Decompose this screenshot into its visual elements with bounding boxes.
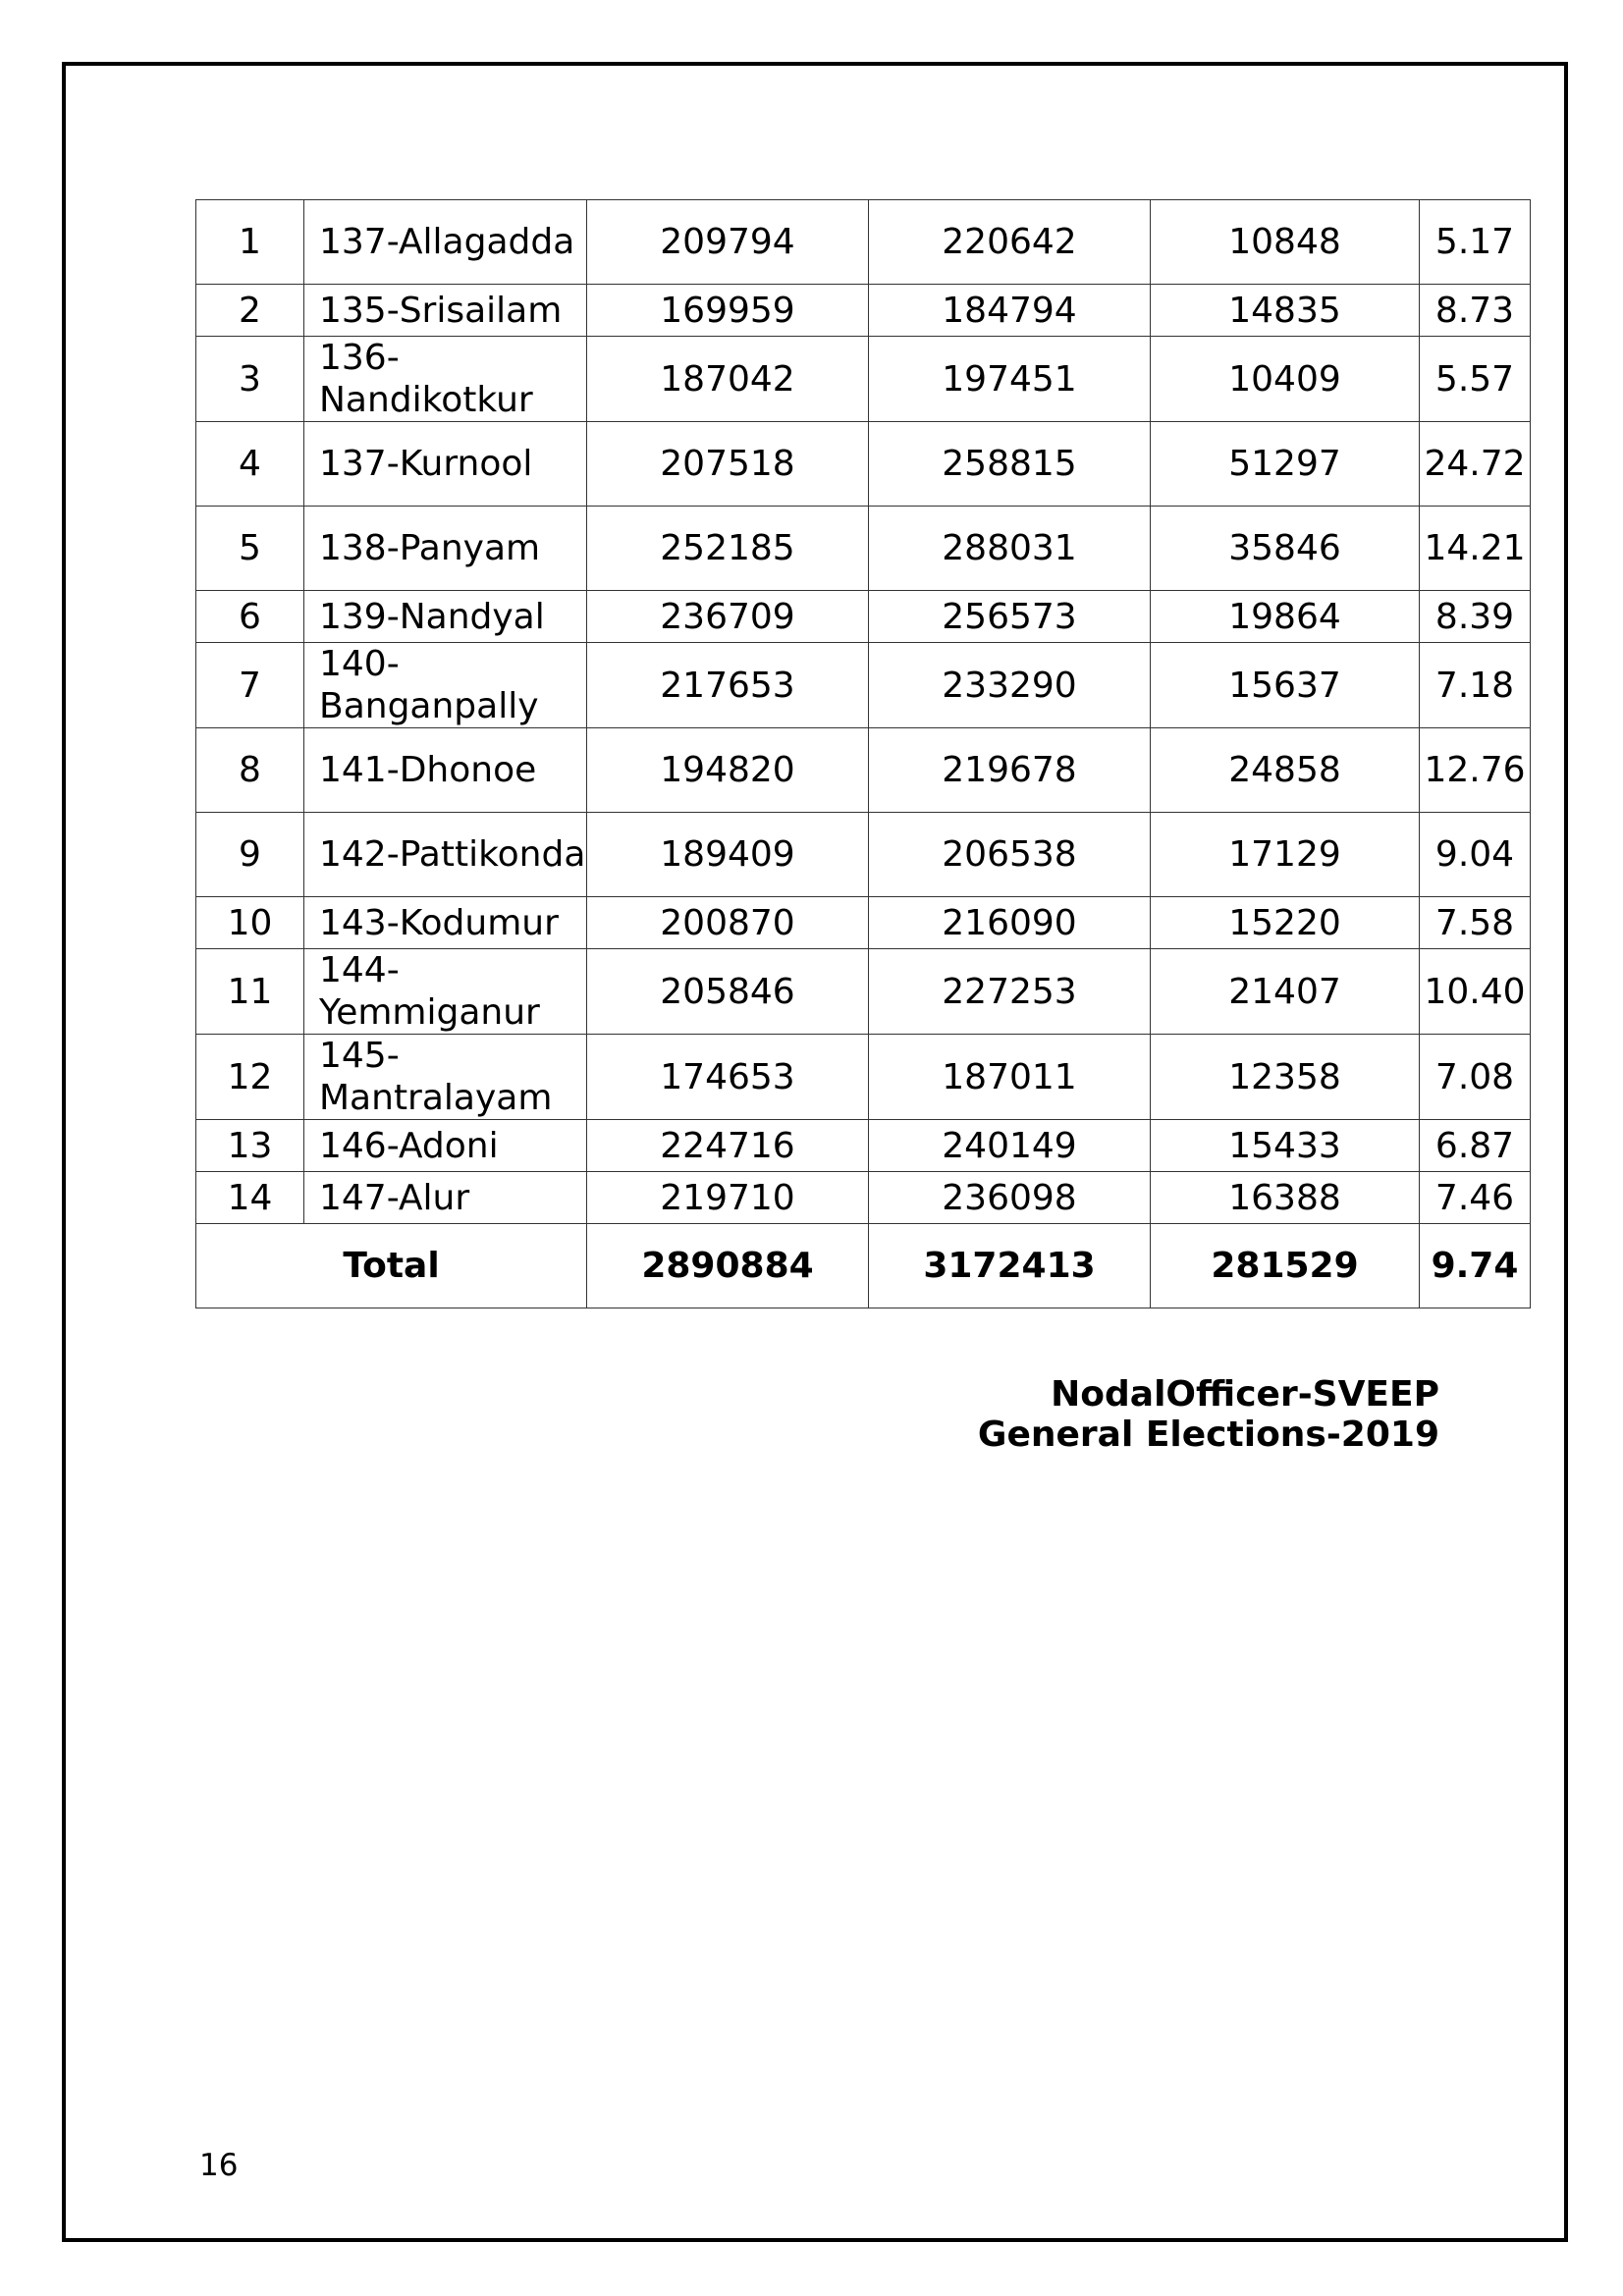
value-col-2: 288031 <box>869 507 1151 591</box>
value-col-2: 227253 <box>869 949 1151 1035</box>
table-row <box>196 1035 1531 1120</box>
table-row <box>196 643 1531 728</box>
serial-number: 3 <box>196 337 304 422</box>
serial-number: 6 <box>196 591 304 643</box>
constituency-name: 138-​Panyam <box>304 507 587 591</box>
value-col-2: 258815 <box>869 422 1151 507</box>
percentage: 5.17 <box>1420 200 1531 285</box>
serial-number: 4 <box>196 422 304 507</box>
value-col-2: 236098 <box>869 1172 1151 1224</box>
value-col-2: 184794 <box>869 285 1151 337</box>
table-row <box>196 422 1531 507</box>
table-row <box>196 1172 1531 1224</box>
value-col-3: 17129 <box>1151 813 1420 897</box>
percentage: 8.39 <box>1420 591 1531 643</box>
constituency-name: 136-​Nandikotkur <box>304 337 587 422</box>
value-col-1: 169959 <box>587 285 869 337</box>
constituency-name: 137-​Allagadda <box>304 200 587 285</box>
value-col-3: 15433 <box>1151 1120 1420 1172</box>
voters-table <box>195 199 1531 1308</box>
value-col-1: 189409 <box>587 813 869 897</box>
percentage: 7.08 <box>1420 1035 1531 1120</box>
table-row <box>196 897 1531 949</box>
constituency-name: 141-​Dhonoe <box>304 728 587 813</box>
percentage: 6.87 <box>1420 1120 1531 1172</box>
value-col-1: 217653 <box>587 643 869 728</box>
value-col-1: 174653 <box>587 1035 869 1120</box>
serial-number: 7 <box>196 643 304 728</box>
value-col-2: 187011 <box>869 1035 1151 1120</box>
serial-number: 12 <box>196 1035 304 1120</box>
table-row <box>196 337 1531 422</box>
signature-line-2: General Elections-2019 <box>977 1415 1439 1455</box>
percentage: 10.40 <box>1420 949 1531 1035</box>
value-col-1: 224716 <box>587 1120 869 1172</box>
table-row <box>196 1120 1531 1172</box>
table-row <box>196 591 1531 643</box>
value-col-1: 252185 <box>587 507 869 591</box>
serial-number: 11 <box>196 949 304 1035</box>
value-col-2: 240149 <box>869 1120 1151 1172</box>
table-row <box>196 200 1531 285</box>
value-col-2: 220642 <box>869 200 1151 285</box>
value-col-1: 236709 <box>587 591 869 643</box>
serial-number: 5 <box>196 507 304 591</box>
constituency-name: 140-​Banganpally <box>304 643 587 728</box>
page-number: 16 <box>199 2148 239 2183</box>
signature-line-1: NodalOfficer-SVEEP <box>1051 1374 1439 1415</box>
constituency-name: 137-​Kurnool <box>304 422 587 507</box>
percentage: 7.46 <box>1420 1172 1531 1224</box>
total-value-col-2: 3172413 <box>869 1224 1151 1308</box>
value-col-2: 197451 <box>869 337 1151 422</box>
value-col-3: 10409 <box>1151 337 1420 422</box>
serial-number: 8 <box>196 728 304 813</box>
constituency-name: 143-​Kodumur <box>304 897 587 949</box>
signature-block <box>884 1374 1439 1455</box>
total-label: Total <box>196 1224 587 1308</box>
constituency-name: 139-​Nandyal <box>304 591 587 643</box>
value-col-3: 21407 <box>1151 949 1420 1035</box>
percentage: 14.21 <box>1420 507 1531 591</box>
table-row <box>196 507 1531 591</box>
constituency-name: 146-​Adoni <box>304 1120 587 1172</box>
value-col-1: 187042 <box>587 337 869 422</box>
serial-number: 14 <box>196 1172 304 1224</box>
value-col-3: 14835 <box>1151 285 1420 337</box>
value-col-2: 256573 <box>869 591 1151 643</box>
total-percentage: 9.74 <box>1420 1224 1531 1308</box>
value-col-3: 35846 <box>1151 507 1420 591</box>
constituency-name: 147-​Alur <box>304 1172 587 1224</box>
value-col-3: 15220 <box>1151 897 1420 949</box>
value-col-3: 24858 <box>1151 728 1420 813</box>
total-row <box>196 1224 1531 1308</box>
value-col-2: 206538 <box>869 813 1151 897</box>
constituency-name: 142-​Pattikonda <box>304 813 587 897</box>
total-value-col-1: 2890884 <box>587 1224 869 1308</box>
serial-number: 2 <box>196 285 304 337</box>
percentage: 24.72 <box>1420 422 1531 507</box>
value-col-3: 19864 <box>1151 591 1420 643</box>
value-col-1: 194820 <box>587 728 869 813</box>
serial-number: 9 <box>196 813 304 897</box>
value-col-2: 233290 <box>869 643 1151 728</box>
percentage: 5.57 <box>1420 337 1531 422</box>
serial-number: 13 <box>196 1120 304 1172</box>
table-row <box>196 813 1531 897</box>
value-col-1: 219710 <box>587 1172 869 1224</box>
percentage: 9.04 <box>1420 813 1531 897</box>
value-col-3: 16388 <box>1151 1172 1420 1224</box>
value-col-2: 216090 <box>869 897 1151 949</box>
value-col-3: 51297 <box>1151 422 1420 507</box>
constituency-name: 144-​Yemmiganur <box>304 949 587 1035</box>
total-value-col-3: 281529 <box>1151 1224 1420 1308</box>
table-row <box>196 728 1531 813</box>
value-col-1: 207518 <box>587 422 869 507</box>
table-row <box>196 285 1531 337</box>
serial-number: 1 <box>196 200 304 285</box>
percentage: 12.76 <box>1420 728 1531 813</box>
value-col-3: 10848 <box>1151 200 1420 285</box>
percentage: 7.18 <box>1420 643 1531 728</box>
value-col-1: 200870 <box>587 897 869 949</box>
constituency-name: 135-​Srisailam <box>304 285 587 337</box>
table-row <box>196 949 1531 1035</box>
value-col-3: 15637 <box>1151 643 1420 728</box>
value-col-2: 219678 <box>869 728 1151 813</box>
percentage: 8.73 <box>1420 285 1531 337</box>
constituency-name: 145-​Mantralayam <box>304 1035 587 1120</box>
value-col-3: 12358 <box>1151 1035 1420 1120</box>
value-col-1: 209794 <box>587 200 869 285</box>
percentage: 7.58 <box>1420 897 1531 949</box>
serial-number: 10 <box>196 897 304 949</box>
value-col-1: 205846 <box>587 949 869 1035</box>
